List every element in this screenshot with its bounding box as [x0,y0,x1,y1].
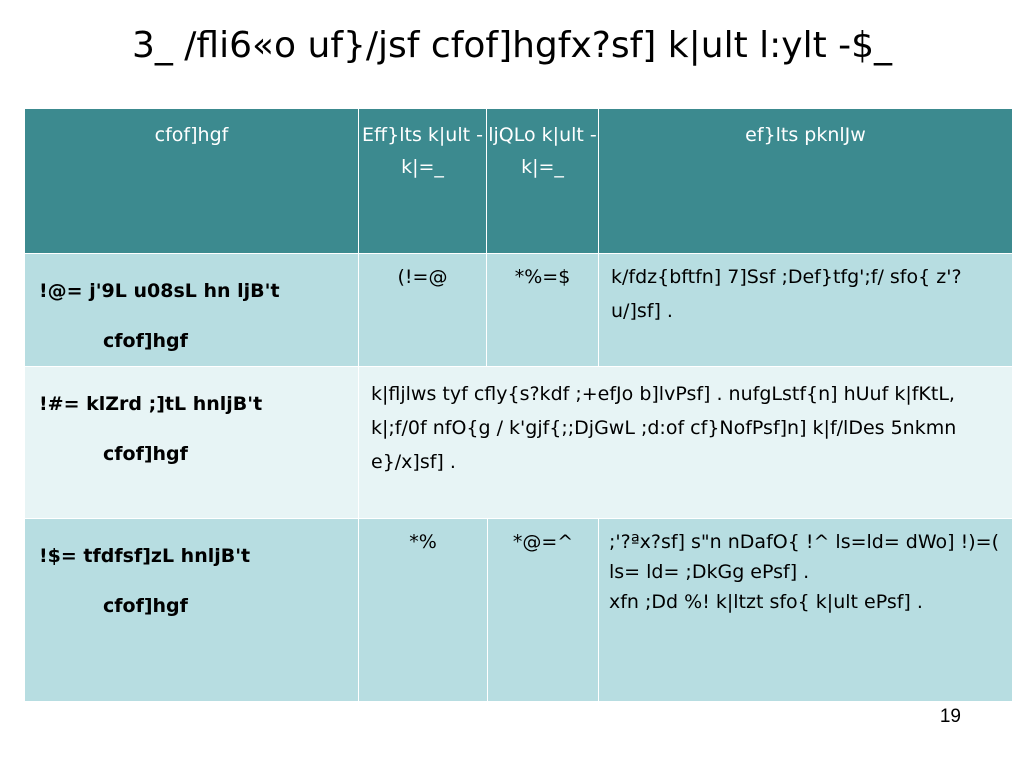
physical-progress-value: (!=@ [359,254,487,367]
row-label [25,519,359,702]
slide-title: 3_ /fli6«o uf}/jsf cfof]hgfx?sf] k|ult l:ylt -$_ [131,25,893,66]
table-row [25,519,1013,702]
row-label-line2: cfof]hgf [103,330,188,352]
progress-table-container [24,108,1012,702]
row-label [25,254,359,367]
achievement-line1: ;'?ªx?sf] s"n nDafO{ !^ ls=ld= dWo] !)=( ls= ld= ;DkGg ePsf] . [609,531,999,583]
header-project: cfof]hgf [25,109,359,254]
header-financial-progress: ljQLo k|ult -k|=_ [487,109,599,254]
row-label-line2: cfof]hgf [103,443,188,465]
achievement-text: k|fljlws tyf cfly{s?kdf ;+efJo b]lvPsf] . nufgLstf{n] hUuf k|fKtL, k|;f/0f nfO{g / k'gjf{;;DjGwL ;d:of cf}NofPsf]n] k|f/lDes 5nkmn e}/x]sf] . [359,367,1013,519]
progress-table [24,108,1013,702]
row-label-line2: cfof]hgf [103,595,188,617]
row-values-group [359,519,1013,702]
table-row [25,367,1013,519]
achievement-line2: xfn ;Dd %! k|ltzt sfo{ k|ult ePsf] . [609,591,923,613]
row-label-line1: !@= j'9L u08sL hn ljB't [39,280,280,302]
table-header-row [25,109,1013,254]
achievement-text [599,519,1012,701]
achievement-text: k/fdz{bftfn] 7]Ssf ;Def}tfg';f/ sfo{ z'? u/]sf] . [599,254,1013,367]
header-physical-progress: Eff}lts k|ult -k|=_ [359,109,487,254]
financial-progress-value: *@=^ [488,519,599,701]
page-number: 19 [939,706,961,727]
table-row [25,254,1013,367]
physical-progress-value: *% [359,519,488,701]
row-label-line1: !$= tfdfsf]zL hnljB't [39,545,251,567]
header-physical-achievement: ef}lts pknlJw [599,109,1013,254]
row-label-line1: !#= klZrd ;]tL hnljB't [39,393,263,415]
financial-progress-value: *%=$ [487,254,599,367]
row-label [25,367,359,519]
